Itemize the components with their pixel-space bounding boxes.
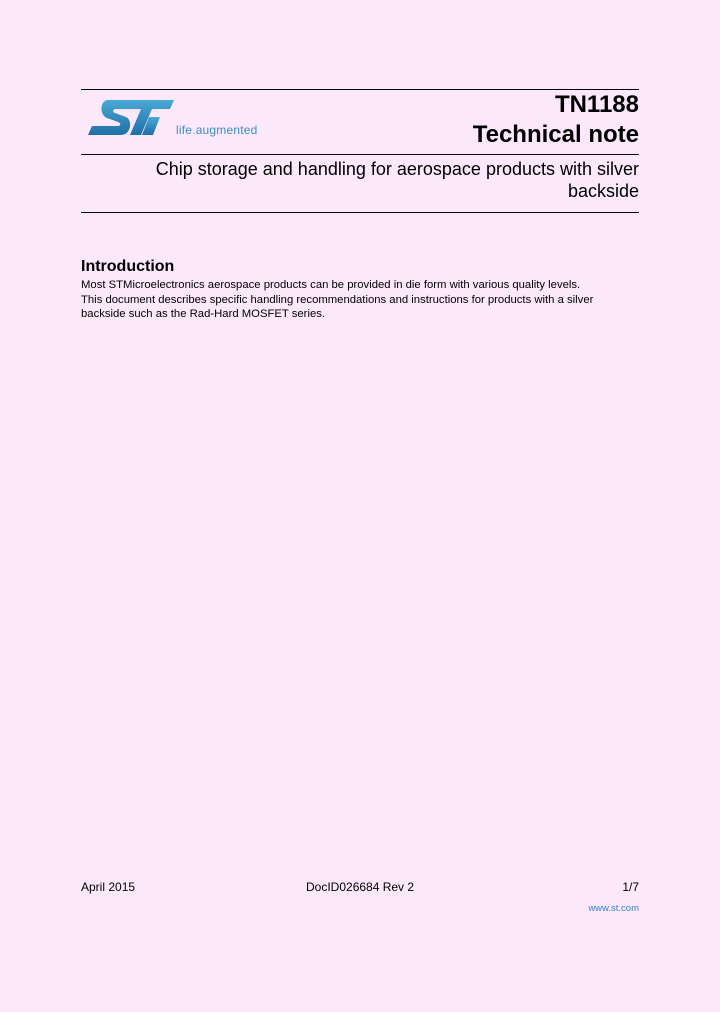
logo-tagline: life.augmented (176, 123, 258, 137)
document-type: Technical note (472, 121, 639, 148)
title-top-rule (81, 154, 639, 155)
introduction-body (81, 278, 641, 322)
title-bottom-rule (81, 212, 639, 213)
footer-doc-id: DocID026684 Rev 2 (306, 880, 415, 894)
footer-url-link[interactable]: www.st.com (588, 903, 639, 914)
document-title: Chip storage and handling for aerospace products with silver backside (155, 159, 639, 201)
document-number: TN1188 (554, 91, 639, 118)
footer-date: April 2015 (81, 880, 136, 894)
introduction-paragraph: This document describes specific handling recommendations and instructions for products with a silver backside such as the Rad-Hard MOSFET series. (81, 293, 594, 320)
footer-page-number: 1/7 (622, 880, 639, 894)
st-logo-icon (86, 98, 176, 138)
introduction-paragraph: Most STMicroelectronics aerospace products can be provided in die form with various quality levels. (81, 279, 581, 291)
introduction-heading: Introduction (81, 258, 175, 275)
